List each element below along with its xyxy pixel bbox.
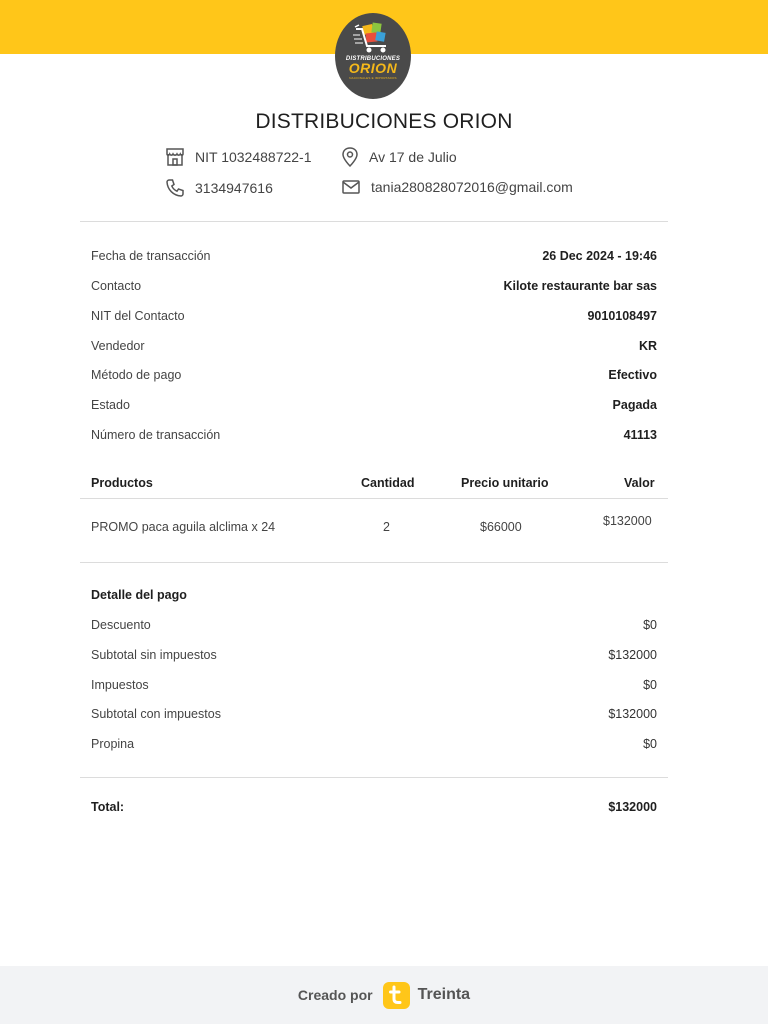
unit-price-header: Precio unitario	[461, 476, 549, 490]
product-unit-price: $66000	[480, 520, 522, 534]
transaction-date-value: 26 Dec 2024 - 19:46	[542, 249, 657, 263]
contact-label: Contacto	[91, 279, 142, 293]
product-value: $132000	[603, 514, 652, 528]
status-label: Estado	[91, 398, 130, 412]
quantity-header: Cantidad	[361, 476, 415, 490]
status-value: Pagada	[612, 398, 657, 412]
treinta-brand-name: Treinta	[417, 986, 471, 1003]
divider	[80, 562, 668, 563]
total-label: Total:	[91, 800, 125, 814]
taxes-row	[91, 678, 657, 692]
discount-value: $0	[643, 618, 657, 632]
company-nit-text: NIT 1032488722-1	[195, 149, 312, 165]
logo-text-main: ORION	[348, 60, 398, 76]
subtotal-no-tax-value: $132000	[608, 648, 657, 662]
logo-text-top: DISTRIBUCIONES	[345, 56, 401, 62]
seller-label: Vendedor	[91, 339, 145, 353]
subtotal-tax-row	[91, 707, 657, 721]
tip-row	[91, 737, 657, 751]
total-value: $132000	[608, 800, 657, 814]
discount-label: Descuento	[91, 618, 151, 632]
transaction-date-row	[91, 249, 657, 263]
logo-text-sub: NACIONALES E IMPORTADOS	[349, 76, 397, 80]
seller-value: KR	[638, 339, 657, 353]
products-header: Productos	[91, 476, 153, 490]
company-phone-text: 3134947616	[195, 180, 273, 196]
transaction-date-label: Fecha de transacción	[91, 249, 211, 263]
divider	[80, 777, 668, 778]
payment-detail-title: Detalle del pago	[91, 588, 187, 602]
divider	[80, 221, 668, 222]
treinta-t-glyph	[388, 985, 404, 1005]
payment-method-row	[91, 368, 657, 382]
contact-nit-value: 9010108497	[587, 309, 657, 323]
store-icon	[165, 147, 185, 167]
transaction-number-label: Número de transacción	[91, 428, 221, 442]
taxes-value: $0	[643, 678, 657, 692]
product-name: PROMO paca aguila alclima x 24	[91, 520, 276, 534]
seller-row	[91, 339, 657, 353]
company-name: DISTRIBUCIONES ORION	[255, 110, 513, 133]
treinta-logo-icon	[383, 982, 410, 1009]
phone-icon	[165, 178, 185, 198]
company-address	[341, 147, 457, 167]
company-email	[341, 178, 573, 196]
payment-method-value: Efectivo	[608, 368, 657, 382]
subtotal-no-tax-label: Subtotal sin impuestos	[91, 648, 217, 662]
tip-label: Propina	[91, 737, 135, 751]
mail-icon	[341, 178, 361, 196]
subtotal-tax-value: $132000	[608, 707, 657, 721]
table-header-divider	[80, 498, 668, 499]
discount-row	[91, 618, 657, 632]
location-pin-icon	[341, 147, 359, 167]
company-phone	[165, 178, 273, 198]
transaction-number-row	[91, 428, 657, 442]
company-address-text: Av 17 de Julio	[369, 149, 457, 165]
subtotal-no-tax-row	[91, 648, 657, 662]
status-row	[91, 398, 657, 412]
created-by-text: Creado por	[297, 987, 373, 1003]
tip-value: $0	[643, 737, 657, 751]
company-logo	[335, 13, 411, 99]
contact-nit-row	[91, 309, 657, 323]
value-header: Valor	[624, 476, 655, 490]
company-email-text: tania280828072016@gmail.com	[371, 179, 573, 195]
product-quantity: 2	[383, 520, 390, 534]
contact-row	[91, 279, 657, 293]
total-row	[91, 800, 657, 814]
contact-nit-label: NIT del Contacto	[91, 309, 185, 323]
payment-method-label: Método de pago	[91, 368, 182, 382]
cart-icon	[353, 21, 393, 55]
footer	[0, 966, 768, 1024]
transaction-number-value: 41113	[623, 428, 657, 442]
taxes-label: Impuestos	[91, 678, 149, 692]
company-nit	[165, 147, 312, 167]
subtotal-tax-label: Subtotal con impuestos	[91, 707, 221, 721]
contact-value: Kilote restaurante bar sas	[503, 279, 657, 293]
